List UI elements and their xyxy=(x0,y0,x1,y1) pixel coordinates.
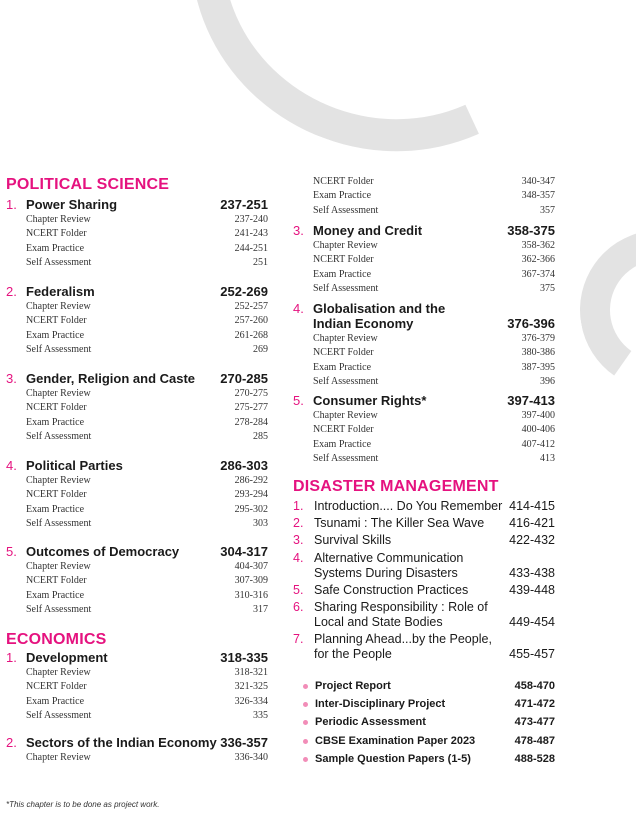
sub-label: Chapter Review xyxy=(26,752,91,763)
sub-label: Exam Practice xyxy=(313,190,372,202)
chapter-entry xyxy=(293,223,555,239)
chapter-title: Gender, Religion and Caste xyxy=(26,371,196,386)
sub-entry xyxy=(313,453,555,467)
item-title xyxy=(314,551,514,581)
extra-pages: 471-472 xyxy=(514,698,555,710)
sub-entry xyxy=(313,283,555,297)
sub-pages: 335 xyxy=(253,709,268,721)
sub-pages: 244-251 xyxy=(234,242,268,254)
sub-pages: 317 xyxy=(253,603,268,615)
sub-entry xyxy=(26,518,268,532)
extra-pages: 458-470 xyxy=(514,680,555,692)
sub-label: Exam Practice xyxy=(26,503,85,515)
item-pages: 449-454 xyxy=(509,615,555,629)
sub-pages: 269 xyxy=(253,343,268,355)
chapter-entry xyxy=(6,650,268,666)
sub-pages: 237-240 xyxy=(234,214,268,225)
sub-pages: 310-316 xyxy=(234,589,268,601)
sub-entry xyxy=(26,590,268,604)
sub-label: Self Assessment xyxy=(313,282,379,294)
sub-entry xyxy=(26,417,268,431)
section-heading-disaster-management: DISASTER MANAGEMENT xyxy=(293,478,499,495)
chapter-title: Federalism xyxy=(26,284,95,299)
extra-title: Sample Question Papers (1-5) xyxy=(315,753,471,765)
disaster-item xyxy=(293,632,555,664)
extra-title: CBSE Examination Paper 2023 xyxy=(315,735,476,747)
chapter-number: 4. xyxy=(6,458,17,473)
sub-entry xyxy=(313,333,555,347)
chapter-entry xyxy=(6,371,268,387)
item-pages: 433-438 xyxy=(509,566,555,580)
sub-entry xyxy=(26,330,268,344)
bullet-icon xyxy=(303,720,308,725)
sub-entry xyxy=(26,214,268,228)
sub-label: Self Assessment xyxy=(26,343,92,355)
item-title xyxy=(314,583,514,598)
chapter-number: 4. xyxy=(293,301,304,316)
item-number: 1. xyxy=(293,499,304,513)
item-title-line: Alternative Communication xyxy=(314,551,464,565)
sub-label: NCERT Folder xyxy=(26,489,87,501)
chapter-entry xyxy=(293,393,555,409)
sub-entry xyxy=(313,254,555,268)
chapter-title: Power Sharing xyxy=(26,197,118,212)
sub-entry xyxy=(26,388,268,402)
chapter-entry xyxy=(6,458,268,474)
sub-pages: 286-292 xyxy=(234,475,268,486)
sub-pages: 295-302 xyxy=(234,503,268,515)
chapter-pages: 286-303 xyxy=(220,458,268,473)
sub-pages: 357 xyxy=(540,204,555,216)
sub-pages: 318-321 xyxy=(234,667,268,678)
sub-label: Self Assessment xyxy=(313,452,379,464)
sub-label: Self Assessment xyxy=(313,204,379,216)
sub-label: Exam Practice xyxy=(26,242,85,254)
sub-entry xyxy=(26,243,268,257)
sub-pages: 376-379 xyxy=(521,333,555,344)
chapter-number: 1. xyxy=(6,197,17,212)
sub-label: Exam Practice xyxy=(26,329,85,341)
chapter-pages: 237-251 xyxy=(220,197,268,212)
sub-label: NCERT Folder xyxy=(26,402,87,414)
item-number: 3. xyxy=(293,533,304,547)
sub-entry xyxy=(26,431,268,445)
item-title-line: Local and State Bodies xyxy=(314,615,443,629)
sub-entry xyxy=(313,362,555,376)
sub-label: Exam Practice xyxy=(26,589,85,601)
sub-label: Exam Practice xyxy=(26,695,85,707)
chapter-entry xyxy=(6,197,268,213)
chapter-entry xyxy=(293,301,555,331)
sub-entry xyxy=(313,347,555,361)
extra-pages: 488-528 xyxy=(514,753,555,765)
chapter-entry xyxy=(6,544,268,560)
sub-label: Self Assessment xyxy=(26,709,92,721)
sub-entry xyxy=(26,681,268,695)
sub-entry xyxy=(26,315,268,329)
chapter-number: 2. xyxy=(6,735,17,750)
sub-label: Self Assessment xyxy=(26,603,92,615)
sub-pages: 375 xyxy=(540,282,555,294)
item-number: 2. xyxy=(293,516,304,530)
item-title-line: Safe Construction Practices xyxy=(314,583,469,597)
extra-entry xyxy=(303,680,555,694)
sub-pages: 380-386 xyxy=(521,347,555,359)
item-pages: 439-448 xyxy=(509,583,555,597)
chapter-pages: 376-396 xyxy=(507,316,555,331)
sub-pages: 251 xyxy=(253,256,268,268)
sub-entry xyxy=(26,228,268,242)
extra-title: Project Report xyxy=(315,680,391,692)
sub-label: Chapter Review xyxy=(26,561,91,572)
disaster-item xyxy=(293,551,555,583)
sub-entry xyxy=(26,604,268,618)
sub-entry xyxy=(26,257,268,271)
sub-label: Chapter Review xyxy=(26,388,91,399)
chapter-title xyxy=(313,301,445,331)
item-number: 5. xyxy=(293,583,304,597)
bullet-icon xyxy=(303,702,308,707)
item-title xyxy=(314,533,514,548)
sub-pages: 407-412 xyxy=(521,438,555,450)
item-number: 6. xyxy=(293,600,304,614)
sub-pages: 285 xyxy=(253,430,268,442)
sub-label: Exam Practice xyxy=(313,268,372,280)
sub-label: Exam Practice xyxy=(313,438,372,450)
sub-label: Self Assessment xyxy=(26,517,92,529)
extra-title: Inter-Disciplinary Project xyxy=(315,698,446,710)
sub-entry xyxy=(313,424,555,438)
sub-pages: 400-406 xyxy=(521,424,555,436)
item-pages: 455-457 xyxy=(509,647,555,661)
item-pages: 422-432 xyxy=(509,533,555,547)
sub-label: Self Assessment xyxy=(26,430,92,442)
sub-pages: 270-275 xyxy=(234,388,268,399)
sub-label: NCERT Folder xyxy=(313,424,374,436)
bullet-icon xyxy=(303,684,308,689)
chapter-title: Consumer Rights* xyxy=(313,393,427,408)
chapter-pages: 336-357 xyxy=(220,735,268,750)
sub-pages: 397-400 xyxy=(521,410,555,421)
sub-pages: 257-260 xyxy=(234,315,268,327)
chapter-title: Outcomes of Democracy xyxy=(26,544,180,559)
sub-pages: 362-366 xyxy=(521,254,555,266)
item-title xyxy=(314,632,514,662)
sub-pages: 336-340 xyxy=(234,752,268,763)
chapter-number: 2. xyxy=(6,284,17,299)
sub-label: NCERT Folder xyxy=(26,575,87,587)
sub-pages: 367-374 xyxy=(521,268,555,280)
sub-entry xyxy=(313,205,555,219)
chapter-number: 3. xyxy=(6,371,17,386)
sub-pages: 252-257 xyxy=(234,301,268,312)
chapter-pages: 270-285 xyxy=(220,371,268,386)
sub-entry xyxy=(313,190,555,204)
chapter-entry xyxy=(6,735,268,751)
sub-entry xyxy=(26,752,268,766)
sub-pages: 293-294 xyxy=(234,489,268,501)
sub-label: Chapter Review xyxy=(313,240,378,251)
sub-label: Chapter Review xyxy=(26,301,91,312)
sub-pages: 404-307 xyxy=(234,561,268,572)
sub-entry xyxy=(313,376,555,390)
chapter-title: Sectors of the Indian Economy xyxy=(26,735,217,750)
sub-pages: 387-395 xyxy=(521,361,555,373)
sub-pages: 261-268 xyxy=(234,329,268,341)
extra-entry xyxy=(303,735,555,749)
item-title xyxy=(314,600,514,630)
chapter-number: 3. xyxy=(293,223,304,238)
item-title-line: Tsunami : The Killer Sea Wave xyxy=(314,516,485,530)
item-title xyxy=(314,516,514,531)
chapter-number: 5. xyxy=(293,393,304,408)
sub-label: NCERT Folder xyxy=(313,254,374,266)
extra-entry xyxy=(303,716,555,730)
chapter-pages: 397-413 xyxy=(507,393,555,408)
item-title xyxy=(314,499,514,514)
sub-label: Exam Practice xyxy=(26,416,85,428)
sub-entry xyxy=(26,475,268,489)
decorative-arc-right xyxy=(567,217,636,402)
section-heading-political-science: POLITICAL SCIENCE xyxy=(6,176,170,193)
sub-label: Chapter Review xyxy=(26,475,91,486)
sub-entry xyxy=(313,439,555,453)
sub-label: Chapter Review xyxy=(26,667,91,678)
bullet-icon xyxy=(303,757,308,762)
sub-pages: 326-334 xyxy=(234,695,268,707)
footnote: *This chapter is to be done as project work. xyxy=(6,800,160,809)
sub-entry xyxy=(26,402,268,416)
item-number: 7. xyxy=(293,632,304,646)
sub-entry xyxy=(26,710,268,724)
disaster-item xyxy=(293,600,555,632)
chapter-pages: 304-317 xyxy=(220,544,268,559)
sub-pages: 307-309 xyxy=(234,575,268,587)
sub-entry xyxy=(26,561,268,575)
sub-label: Chapter Review xyxy=(313,410,378,421)
sub-label: NCERT Folder xyxy=(313,176,374,187)
sub-pages: 321-325 xyxy=(234,681,268,693)
extra-entry xyxy=(303,698,555,712)
sub-label: Exam Practice xyxy=(313,361,372,373)
chapter-number: 5. xyxy=(6,544,17,559)
extra-entry xyxy=(303,753,555,767)
sub-pages: 348-357 xyxy=(521,190,555,202)
sub-entry xyxy=(313,176,555,190)
item-pages: 414-415 xyxy=(509,499,555,513)
sub-pages: 275-277 xyxy=(234,402,268,414)
sub-entry xyxy=(26,344,268,358)
extra-title: Periodic Assessment xyxy=(315,716,426,728)
sub-entry xyxy=(26,696,268,710)
chapter-entry xyxy=(6,284,268,300)
sub-entry xyxy=(26,667,268,681)
sub-pages: 340-347 xyxy=(521,176,555,187)
sub-entry xyxy=(26,575,268,589)
bullet-icon xyxy=(303,739,308,744)
item-title-line: Sharing Responsibility : Role of xyxy=(314,600,488,614)
sub-label: NCERT Folder xyxy=(26,681,87,693)
item-number: 4. xyxy=(293,551,304,565)
item-pages: 416-421 xyxy=(509,516,555,530)
item-title-line: Introduction.... Do You Remember xyxy=(314,499,503,513)
sub-pages: 303 xyxy=(253,517,268,529)
chapter-number: 1. xyxy=(6,650,17,665)
chapter-pages: 318-335 xyxy=(220,650,268,665)
sub-pages: 413 xyxy=(540,452,555,464)
sub-entry xyxy=(26,504,268,518)
chapter-pages: 252-269 xyxy=(220,284,268,299)
sub-label: Self Assessment xyxy=(313,375,379,387)
chapter-pages: 358-375 xyxy=(507,223,555,238)
item-title-line: Systems During Disasters xyxy=(314,566,458,580)
sub-entry xyxy=(26,489,268,503)
sub-label: Chapter Review xyxy=(313,333,378,344)
sub-label: NCERT Folder xyxy=(26,228,87,240)
sub-label: NCERT Folder xyxy=(313,347,374,359)
chapter-title-line: Indian Economy xyxy=(313,316,414,331)
item-title-line: Survival Skills xyxy=(314,533,392,547)
chapter-title: Political Parties xyxy=(26,458,123,473)
sub-pages: 358-362 xyxy=(521,240,555,251)
chapter-title: Development xyxy=(26,650,108,665)
section-heading-economics: ECONOMICS xyxy=(6,631,107,648)
extra-pages: 473-477 xyxy=(514,716,555,728)
sub-entry xyxy=(313,410,555,424)
sub-entry xyxy=(26,301,268,315)
sub-label: Chapter Review xyxy=(26,214,91,225)
sub-pages: 241-243 xyxy=(234,228,268,240)
item-title-line: Planning Ahead...by the People, xyxy=(314,632,492,646)
sub-label: Self Assessment xyxy=(26,256,92,268)
sub-pages: 278-284 xyxy=(234,416,268,428)
chapter-title: Money and Credit xyxy=(313,223,423,238)
extra-pages: 478-487 xyxy=(514,735,555,747)
sub-entry xyxy=(313,269,555,283)
item-title-line: for the People xyxy=(314,647,392,661)
sub-pages: 396 xyxy=(540,375,555,387)
sub-entry xyxy=(313,240,555,254)
sub-label: NCERT Folder xyxy=(26,315,87,327)
chapter-title-line: Globalisation and the xyxy=(313,301,446,316)
